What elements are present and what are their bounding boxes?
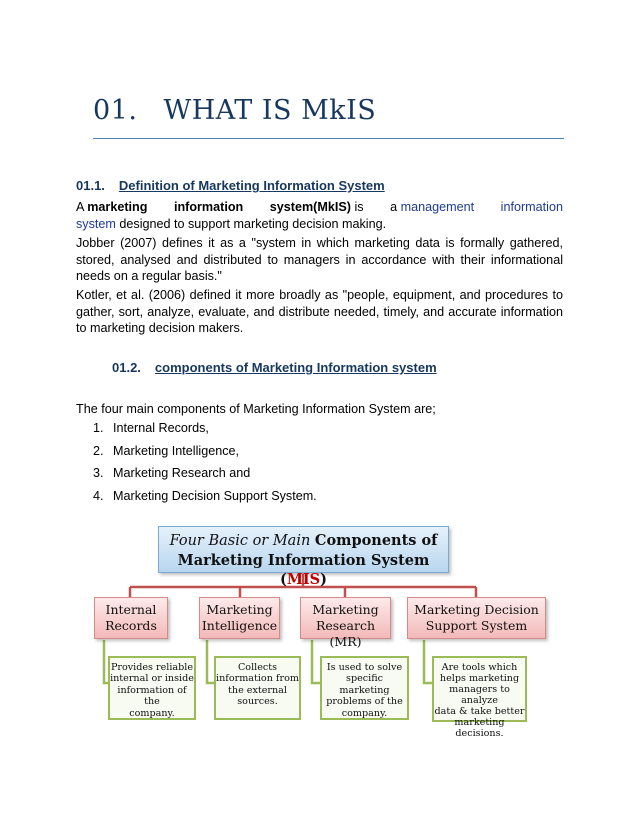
definition-paragraph: [76, 199, 563, 232]
definition-line-2: [76, 216, 563, 233]
description-box-decision-support: [432, 656, 527, 739]
def-link-information[interactable]: information: [500, 200, 563, 214]
description-line: marketing decisions.: [454, 717, 505, 739]
list-number: 3.: [93, 466, 104, 480]
description-line: Is used to solve: [326, 662, 403, 673]
description-line: specific marketing: [339, 673, 390, 696]
chapter-title-text: WHAT IS MkIS: [163, 95, 377, 126]
def-link-management[interactable]: management: [400, 200, 475, 214]
diagram-title-mis: MIS: [286, 571, 321, 588]
description-line: information of the: [117, 684, 187, 708]
description-line: Provides reliable: [110, 662, 194, 673]
list-item: [93, 443, 317, 466]
heading-underline: [93, 138, 564, 139]
def-word: marketing: [87, 200, 148, 214]
list-item: [93, 465, 317, 488]
component-box-decision-support: [407, 597, 546, 639]
description-box-internal-records: [108, 656, 196, 720]
def-link-system[interactable]: system: [76, 216, 116, 231]
description-line: managers to analyze: [449, 684, 510, 706]
component-line: Research (MR): [315, 618, 376, 649]
description-line: data & take better: [434, 706, 525, 717]
description-box-marketing-research: [320, 656, 409, 720]
component-box-marketing-intelligence: [199, 597, 280, 639]
diagram-title-text: Marketing Information System (: [177, 552, 430, 588]
component-line: Support System: [425, 618, 528, 633]
description-line: information from: [216, 673, 299, 685]
def-word: information: [173, 200, 244, 214]
component-line: Marketing: [312, 602, 379, 617]
description-box-marketing-intelligence: [214, 656, 301, 720]
description-line: Collects: [237, 662, 278, 673]
description-line: helps marketing: [439, 673, 520, 684]
jobber-paragraph: Jobber (2007) defines it as a "system in which marketing data is formally gathered, stored, analysed and distributed to managers in accordance with their informational needs on a regular basis.": [76, 236, 563, 283]
component-line: Marketing Decision: [414, 602, 539, 617]
def-word: a: [390, 200, 398, 214]
section-1-heading: [76, 178, 385, 193]
chapter-heading: [93, 95, 376, 126]
list-item: [93, 488, 317, 511]
component-line: Internal: [105, 602, 157, 617]
section-2-heading: [112, 360, 437, 375]
list-number: 2.: [93, 443, 104, 458]
component-line: Marketing: [206, 602, 273, 617]
components-list: [93, 420, 317, 510]
list-text: Marketing Intelligence,: [113, 443, 240, 458]
diagram-title-box: [158, 526, 449, 588]
list-text: Marketing Decision Support System.: [113, 488, 317, 503]
diagram-title-bold: Components of: [314, 532, 438, 549]
def-word: system(MkIS): [269, 200, 351, 214]
component-line: Records: [105, 618, 157, 633]
definition-line-1: [76, 199, 563, 216]
description-line: problems of the: [326, 696, 403, 708]
description-line: Are tools which: [441, 662, 518, 673]
list-number: 4.: [93, 488, 104, 503]
description-line: sources.: [237, 696, 278, 708]
component-box-marketing-research: [300, 597, 391, 649]
diagram-title-line-2: [159, 551, 448, 589]
description-line: internal or inside: [110, 673, 194, 685]
list-text: Marketing Research and: [113, 466, 251, 480]
def-tail: designed to support marketing decision making.: [115, 216, 387, 231]
kotler-paragraph: Kotler, et al. (2006) defined it more broadly as "people, equipment, and procedures to gather, sort, analyze, evaluate, and distribute needed, timely, and accurate information to marketing decision makers.: [76, 288, 563, 335]
chapter-number: 01.: [93, 95, 138, 126]
description-line: the external: [228, 684, 287, 696]
diagram-title-line-1: [159, 531, 448, 551]
description-line: company.: [129, 707, 175, 719]
list-item: [93, 420, 317, 443]
section-1-title: Definition of Marketing Information System: [118, 178, 385, 193]
components-intro: The four main components of Marketing Information System are;: [76, 402, 436, 416]
def-word: is: [354, 200, 364, 214]
section-1-number: 01.1.: [76, 178, 105, 193]
list-number: 1.: [93, 421, 104, 435]
section-2-title: components of Marketing Information system: [154, 360, 437, 375]
description-line: company.: [341, 707, 388, 719]
def-word: A: [76, 200, 84, 214]
component-box-internal-records: [94, 597, 168, 639]
section-2-number: 01.2.: [112, 360, 141, 375]
list-text: Internal Records,: [113, 421, 209, 435]
diagram-title-end: ): [320, 571, 328, 588]
component-line: Intelligence: [201, 618, 278, 633]
diagram-title-italic: Four Basic or Main: [169, 533, 315, 549]
